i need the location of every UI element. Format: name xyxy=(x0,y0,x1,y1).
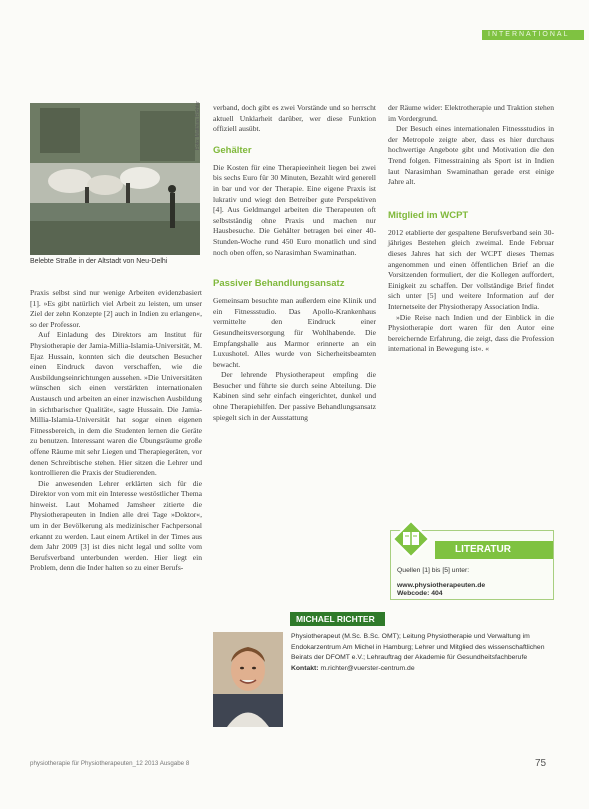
col2-paragraph: Die Kosten für eine Therapieeinheit liegen bei zwei bis sechs Euro für 30 Minuten, Bezahlt wird generell in bar und vor der Therapie. Eine eigene Praxis ist lukrativ und wiegt den Betreiber gute Perspektiven [4]. Aus Geldmangel arbeiten die Therapeuten oft selbstständig ohne Praxis und machen nur Hausbesuche. Die Gehälter betragen bei einer 40-Stunden-Woche rund 450 Euro monatlich und sind noch oben offen, so Narasimhan Swaminathan. xyxy=(213,162,376,257)
col1-paragraph: Praxis selbst sind nur wenige Arbeiten evidenzbasiert [1]. »Es gibt natürlich viel Arbeit zu leisten, um unser Ziel der zehn Konzepte [2] auch in Indien zu erlangen«, so der Professor. xyxy=(30,288,202,329)
photo-caption: Belebte Straße in der Altstadt von Neu-Delhi xyxy=(30,258,168,265)
col2-paragraph: Gemeinsam besuchte man außerdem eine Klinik und ein Fitnessstudio. Das Apollo-Krankenhaus vermittelte den Eindruck einer Gesundheitsversorgung für Wohlhabende. Die Empfangshalle aus Marmor erinnerte an ein Luxushotel. Alles wurde von Sicherheitsbeamten bewacht. xyxy=(213,296,376,369)
col3-paragraph: Der Besuch eines internationalen Fitnessstudios in der Metropole zeigte aber, dass es hier durchaus hochwertige Angebote gibt und Motivation die den Trend folgen. Fitnesstraining als Sport ist in Indien laut Narasimhan Swaminathan gerade erst einige Jahre alt. xyxy=(388,124,554,187)
col3-paragraph: 2012 etablierte der gespaltene Berufsverband sein 30-jähriges Bestehen gleich zweimal. Ende Februar dieses Jahres hat sich der WCPT dieses Themas angenommen und einen öffentlichen Brief an die Vorsitzenden formuliert, der die Kollegen auffordert, Einigkeit zu schaffen. Der vollständige Brief findet sich unter [5] und weitere Information auf der Internetseite der Physiotherapy Association India. xyxy=(388,227,554,311)
author-contact-email[interactable]: m.richter@vuerster-centrum.de xyxy=(320,664,415,672)
author-bio-text: Physiotherapeut (M.Sc. B.Sc. OMT); Leitung Physiotherapie und Verwaltung im Endokarzentrum Am Michel in Hamburg; Lehrer und Mitglied des wissenschaftlichen Beirats der DFOMT e.V.; Lehrauftrag der Akademie für Gesundheitsfachberufe xyxy=(291,633,545,661)
author-photo xyxy=(213,632,283,727)
col3-paragraph: der Räume wider: Elektrotherapie und Traktion stehen im Vordergrund. xyxy=(388,103,554,123)
author-bio xyxy=(291,632,555,674)
section-tag: INTERNATIONAL xyxy=(482,30,584,40)
col2-paragraph: Der lehrende Physiotherapeut empfing die Besucher und führte sie durch seine Abteilung. Die Kabinen sind sehr einfach eingerichtet, dunkel und ohne Therapiehilfen. Der passive Behandlungsansatz spiegelt sich in der Ausstattung xyxy=(213,370,376,422)
col2-intro: verband, doch gibt es zwei Vorstände und so herrscht aktuell Unklarheit darüber, wer diese Funktion offiziell ausübt. xyxy=(213,103,376,134)
literature-url[interactable]: www.physiotherapeuten.de xyxy=(397,582,486,589)
col1-paragraph: Auf Einladung des Direktors am Institut für Physiotherapie der Jamia-Millia-Islamia-Universität, M. Ejaz Hussain, konnten sich die deutschen Besucher einen Eindruck davon verschaffen, wie die Ausbildungseinrichtungen aussehen. »Die Universitäten wünschen sich einen verstärkten internationalen Austausch und arbeiten an einer inzwischen Ausbildung in sichtbarischer Qualität«, sagte Hussain. Die Jamia-Millia-Islamia-Universität hat sogar einen eigenen Fitnessbereich, in dem die Studenten lernen die Geräte zu benutzen. Interessant waren die Übungsräume große offene Räume mit sehr Liegen und Therapiegeräten, vor denen Schreibtische stehen. Hier sitzen die Lehrer und kontrollieren die Praxis der Studierenden. xyxy=(30,330,202,478)
literature-box xyxy=(390,530,554,600)
author-portrait xyxy=(213,632,283,727)
street-photo xyxy=(30,103,200,255)
heading-mitglied-im-wcpt: Mitglied im WCPT xyxy=(388,209,469,221)
heading-passiver-behandlungsansatz: Passiver Behandlungsansatz xyxy=(213,278,345,290)
author-contact-label: Kontakt: xyxy=(291,664,319,672)
column-2 xyxy=(213,103,376,423)
author-box xyxy=(213,612,556,738)
column-1 xyxy=(30,288,202,574)
author-name: MICHAEL RICHTER xyxy=(290,612,385,626)
literature-sources: Quellen [1] bis [5] unter: xyxy=(397,567,470,574)
col1-paragraph: Die anwesenden Lehrer erklärten sich für die Direktor von vom mit ein Interesse westöstlicher Thema hinweist. Laut Mohamed Jamsheer zitierte die Physiotherapeuten in Indien alle drei Tage »Doktor«, um in der Bevölkerung als medizinischer Fachpersonal erkannt zu werden. Laut einem Artikel in der Times aus dem Jahr 2009 [3] ist dies nicht legal und sollte vom Berufsverband unterbunden werden. Hier liegt ein Problem, denn die Inder halten so zu einer Berufs- xyxy=(30,478,202,573)
photo-credit: Foto: Matthias Richter xyxy=(195,101,201,150)
book-icon xyxy=(391,519,431,559)
street-photo-image xyxy=(30,103,200,255)
literature-webcode: Webcode: 404 xyxy=(397,590,443,597)
page-number: 75 xyxy=(535,758,547,769)
footer-publication: physiotherapie für Physiotherapeuten_12 2013 Ausgabe 8 xyxy=(30,760,190,767)
heading-gehaelter: Gehälter xyxy=(213,144,252,156)
literature-title: LITERATUR xyxy=(435,541,553,559)
column-3 xyxy=(388,103,554,355)
col3-paragraph: »Die Reise nach Indien und der Einblick in die Physiotherapie dort waren für den Autor eine bereichernde Erfahrung, die zeigt, dass die Profession international in Bewegung ist«. « xyxy=(388,312,554,354)
